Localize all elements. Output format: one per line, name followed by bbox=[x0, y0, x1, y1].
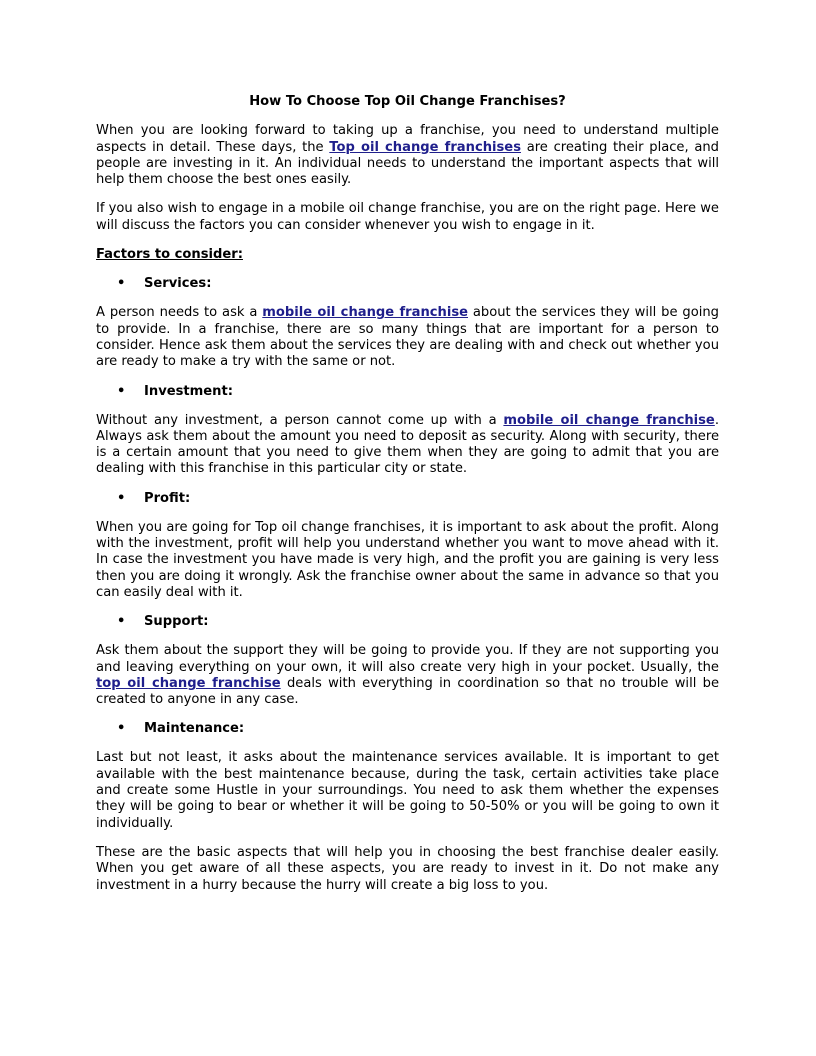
section-text-1: A person needs to ask a bbox=[96, 305, 263, 321]
section-heading-label: Services: bbox=[144, 276, 212, 292]
section-heading-maintenance bbox=[96, 721, 719, 737]
intro-text-1: When you are looking forward to taking up a franchise, you need to understand multiple aspects in detail. These days, the bbox=[96, 123, 719, 155]
section-heading-label: Maintenance: bbox=[144, 721, 245, 737]
section-heading-label: Support: bbox=[144, 614, 209, 630]
section-text-2: about the services they will be going to provide. In a franchise, there are so many things that are important for a person to consider. Hence ask them about the services they are dealing with and check out whether you are ready to make a try with the same or not. bbox=[96, 305, 719, 370]
intro-text-2: are creating their place, and people are investing in it. An individual needs to understand the important aspects that will help them choose the best ones easily. bbox=[96, 139, 719, 188]
section-text-2: . Always ask them about the amount you need to deposit as security. Along with security, there is a certain amount that you need to give them when they are going to admit that you are dealing with this franchise in this particular city or state. bbox=[96, 412, 719, 477]
section-heading-support bbox=[96, 614, 719, 630]
bullet-icon: • bbox=[117, 614, 126, 630]
paragraph-2: If you also wish to engage in a mobile oil change franchise, you are on the right page. Here we will discuss the factors you can consider whenever you wish to engage in it. bbox=[96, 201, 719, 233]
section-heading-investment bbox=[96, 384, 719, 400]
top-oil-change-franchises-link[interactable]: Top oil change franchises bbox=[329, 139, 521, 155]
mobile-oil-change-franchise-link-2[interactable]: mobile oil change franchise bbox=[503, 412, 715, 428]
section-heading-label: Investment: bbox=[144, 383, 234, 399]
section-text-1: Ask them about the support they will be going to provide you. If they are not supporting you and leaving everything on your own, it will also create very high in your pocket. Usually, the bbox=[96, 643, 719, 675]
section-body-investment bbox=[96, 413, 719, 478]
top-oil-change-franchise-link[interactable]: top oil change franchise bbox=[96, 675, 281, 691]
bullet-icon: • bbox=[117, 490, 126, 506]
bullet-icon: • bbox=[117, 721, 126, 737]
mobile-oil-change-franchise-link[interactable]: mobile oil change franchise bbox=[262, 305, 469, 321]
factors-heading: Factors to consider: bbox=[96, 247, 243, 263]
bullet-icon: • bbox=[117, 383, 126, 399]
document-page bbox=[96, 94, 719, 907]
section-heading-label: Profit: bbox=[144, 490, 191, 506]
section-text-1: Without any investment, a person cannot come up with a bbox=[96, 412, 504, 428]
section-body-services bbox=[96, 305, 719, 370]
section-heading-profit bbox=[96, 491, 719, 507]
section-body-maintenance: Last but not least, it asks about the maintenance services available. It is important to get available with the best maintenance because, during the task, certain activities take place and create some Hustle in your surroundings. You need to ask them whether the expenses they will be going to bear or whether it will be going to 50-50% or you will be going to own it individually. bbox=[96, 750, 719, 831]
section-body-profit: When you are going for Top oil change franchises, it is important to ask about the profit. Along with the investment, profit will help you understand whether you want to move ahead with it. In case the investment you have made is very high, and the profit you are gaining is very less then you are doing it wrongly. Ask the franchise owner about the same in advance so that you can easily deal with it. bbox=[96, 519, 719, 600]
bullet-icon: • bbox=[117, 276, 126, 292]
section-body-support bbox=[96, 643, 719, 708]
section-heading-services bbox=[96, 276, 719, 292]
intro-paragraph bbox=[96, 123, 719, 188]
section-text-2: deals with everything in coordination so that no trouble will be created to anyone in any case. bbox=[96, 675, 719, 708]
document-title: How To Choose Top Oil Change Franchises? bbox=[249, 94, 566, 109]
conclusion-paragraph: These are the basic aspects that will help you in choosing the best franchise dealer easily. When you get aware of all these aspects, you are ready to invest in it. Do not make any investment in a hurry because the hurry will create a big loss to you. bbox=[96, 844, 719, 893]
